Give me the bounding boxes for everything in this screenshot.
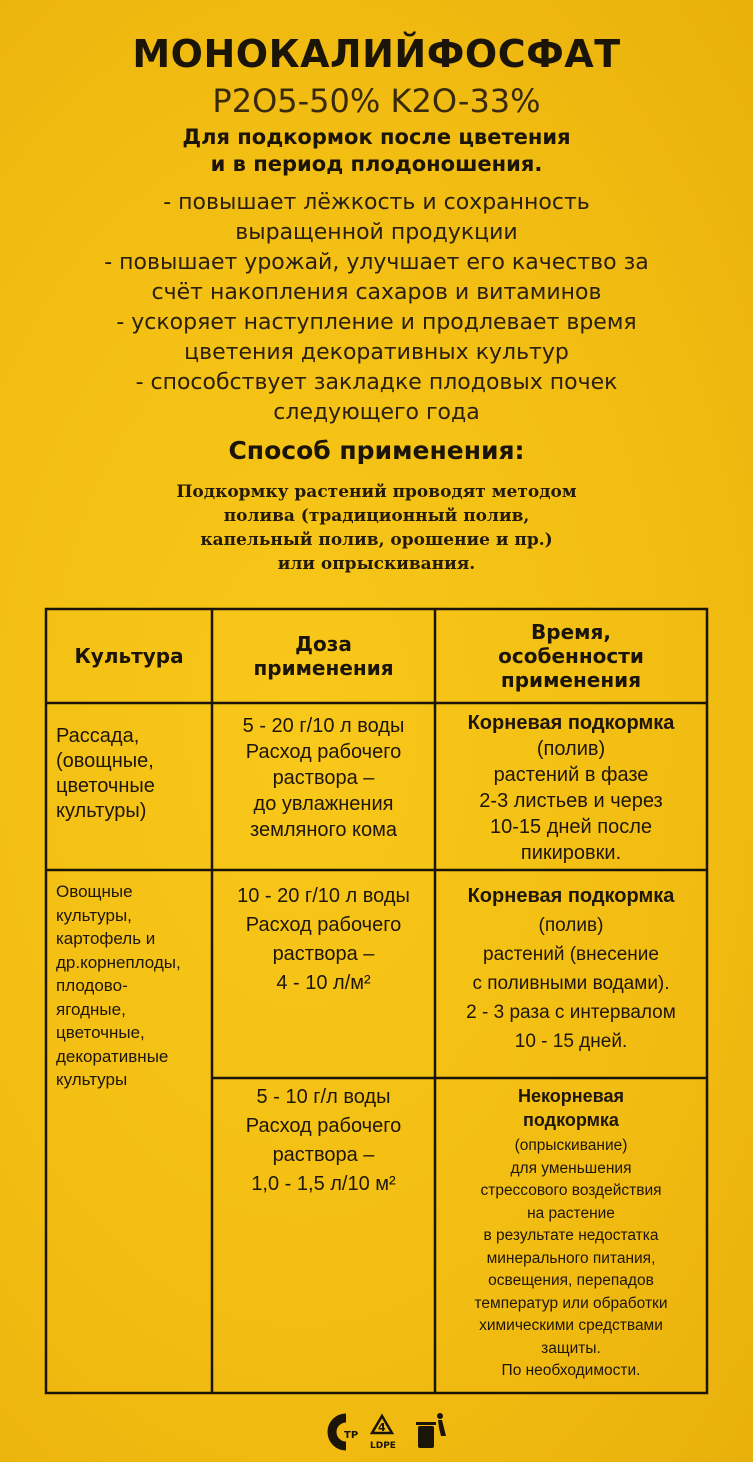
method-line: Подкормку растений проводят методом: [176, 482, 577, 502]
cell-line: с поливными водами).: [472, 973, 670, 994]
cell-line: стрессового воздействия: [480, 1182, 662, 1199]
cell-line: раствора –: [272, 943, 375, 965]
cell-line: культуры: [56, 1070, 128, 1089]
header-text: применения: [500, 668, 642, 692]
lead-text: [60, 124, 693, 178]
header-text: Доза: [295, 632, 352, 656]
recycle-ldpe-icon: [370, 1416, 396, 1451]
cell-line: Расход рабочего: [245, 914, 402, 936]
method-line: или опрыскивания.: [277, 554, 476, 574]
benefit-line: выращенной продукции: [235, 220, 518, 245]
trash-bin-icon: [416, 1413, 446, 1448]
cell-line: (опрыскивание): [514, 1137, 628, 1154]
row1-time: [437, 710, 705, 866]
cell-line: ягодные,: [56, 999, 126, 1019]
cell-line: защиты.: [541, 1339, 601, 1357]
row2-dose-a: [214, 882, 433, 998]
method-line: капельный полив, орошение и пр.): [200, 530, 553, 550]
cell-title: Корневая подкормка: [467, 885, 675, 907]
cell-title: Корневая подкормка: [467, 712, 675, 734]
cell-line: 10-15 дней после: [489, 816, 653, 838]
method-heading: Способ применения:: [228, 436, 525, 465]
cell-line: 5 - 20 г/10 л воды: [242, 715, 405, 737]
product-formula: P2O5-50% K2O-33%: [212, 82, 541, 120]
row2-culture: [56, 880, 210, 1092]
cell-title: Некорневая: [518, 1086, 624, 1106]
cell-line: 2 - 3 раза с интервалом: [466, 1002, 676, 1023]
table-header-culture: [48, 611, 210, 701]
cell-line: плодово-: [56, 976, 128, 995]
cell-line: освещения, перепадов: [488, 1272, 654, 1289]
header-text: Время,: [531, 620, 611, 644]
header-text: применения: [253, 656, 394, 680]
benefits-list: [40, 188, 713, 428]
cell-line: культуры): [56, 800, 147, 822]
cell-line: цветочные: [56, 775, 155, 797]
cell-line: 10 - 15 дней.: [514, 1031, 628, 1052]
footer-marks: [320, 1408, 460, 1456]
cell-line: (полив): [538, 915, 604, 936]
cell-line: Овощные: [56, 882, 133, 901]
benefit-line: цветения декоративных культур: [184, 340, 569, 365]
cell-line: (овощные,: [56, 750, 154, 772]
recycle-code-text: LDPE: [370, 1441, 396, 1451]
lead-line: и в период плодоношения.: [210, 152, 543, 176]
eac-mark-icon: [332, 1418, 358, 1446]
cell-line: раствора –: [272, 1144, 375, 1166]
cell-line: Расход рабочего: [245, 1115, 402, 1137]
cell-line: 10 - 20 г/10 л воды: [237, 885, 410, 907]
eac-mark-text: ТР: [344, 1430, 359, 1441]
cell-line: раствора –: [272, 767, 375, 789]
cell-line: культуры,: [56, 905, 132, 925]
recycle-number-text: 4: [378, 1421, 386, 1434]
cell-line: 4 - 10 л/м²: [276, 972, 371, 994]
cell-line: Рассада,: [56, 725, 140, 747]
cell-line: (полив): [536, 738, 606, 760]
row2-dose-b: [214, 1083, 433, 1199]
benefit-line: счёт накопления сахаров и витаминов: [151, 280, 602, 305]
table-header-time: [437, 611, 705, 701]
cell-line: По необходимости.: [501, 1362, 641, 1379]
cell-line: земляного кома: [250, 819, 397, 841]
cell-line: в результате недостатка: [483, 1227, 659, 1244]
cell-line: картофель и: [56, 929, 156, 948]
benefit-line: следующего года: [273, 400, 480, 425]
row2-time-b: [437, 1084, 705, 1383]
benefit-line: - ускоряет наступление и продлевает время: [116, 310, 637, 335]
cell-line: 1,0 - 1,5 л/10 м²: [251, 1173, 396, 1195]
cell-title: подкормка: [523, 1110, 619, 1130]
row1-culture: [56, 724, 208, 824]
cell-line: для уменьшения: [510, 1159, 632, 1177]
cell-line: декоративные: [56, 1046, 169, 1066]
method-line: полива (традиционный полив,: [223, 506, 530, 526]
row2-time-a: [437, 882, 705, 1056]
table-header-dose: [214, 611, 433, 701]
cell-line: на растение: [527, 1204, 615, 1222]
benefit-line: - повышает урожай, улучшает его качество за: [104, 250, 649, 275]
product-title: МОНОКАЛИЙФОСФАТ: [132, 32, 621, 76]
cell-line: 5 - 10 г/л воды: [256, 1086, 391, 1108]
cell-line: химическими средствами: [479, 1317, 663, 1334]
cell-line: 2-3 листьев и через: [479, 790, 663, 812]
cell-line: цветочные,: [56, 1023, 145, 1042]
cell-line: растений (внесение: [483, 944, 659, 965]
row1-dose: [214, 713, 433, 843]
cell-line: температур или обработки: [474, 1294, 668, 1312]
header-text: Культура: [74, 644, 184, 668]
header-text: особенности: [498, 644, 644, 668]
benefit-line: - повышает лёжкость и сохранность: [163, 190, 590, 215]
lead-line: Для подкормок после цветения: [182, 125, 571, 149]
cell-line: Расход рабочего: [245, 741, 402, 763]
benefit-line: - способствует закладке плодовых почек: [135, 370, 618, 395]
cell-line: др.корнеплоды,: [56, 952, 181, 972]
cell-line: растений в фазе: [493, 764, 649, 786]
cell-line: пикировки.: [520, 842, 622, 864]
cell-line: минерального питания,: [486, 1249, 656, 1267]
method-text: [80, 480, 673, 576]
cell-line: до увлажнения: [253, 793, 394, 815]
